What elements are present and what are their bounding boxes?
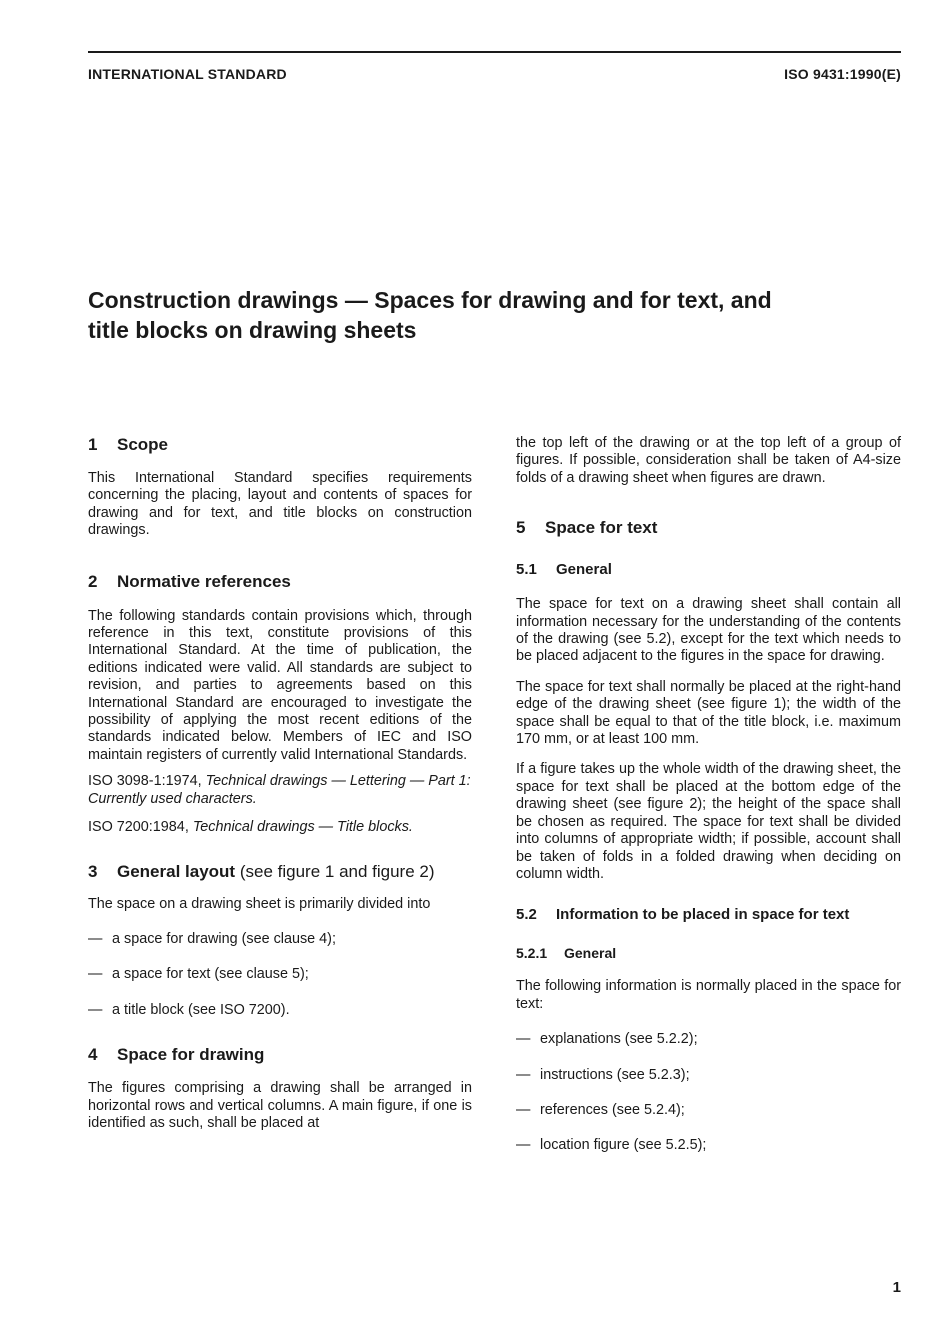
section-number: 5.2 xyxy=(516,906,537,924)
normative-paragraph: The following standards contain provisions which, through reference in this text, constitute provisions of this International Standard. At the time of publication, the editions indicated were valid. All standards are subject to revision, and parties to agreements based on this International Standard are encouraged to investigate the possibility of applying the most recent editions of the standards indicated below. Members of IEC and ISO maintain registers of currently valid International Standards. xyxy=(88,607,472,763)
title-line-1: Construction drawings — Spaces for drawing and for text, and xyxy=(88,287,772,313)
document-title xyxy=(88,285,888,345)
list-item: — references (see 5.2.4); xyxy=(516,1101,685,1118)
reference-title: Technical drawings — Title blocks. xyxy=(192,819,413,836)
section-number: 5.2.1 xyxy=(516,945,548,962)
reference-code: ISO 3098-1:1974, xyxy=(88,773,202,790)
text-space-paragraph-2: The space for text shall normally be placed at the right-hand edge of the drawing sheet (see figure 1); the width of the space shall be equal to that of the title block, i.e. maximum 170 mm, or at least 100 mm. xyxy=(516,678,901,748)
section-title: Normative references xyxy=(117,571,291,591)
scope-paragraph: This International Standard specifies requirements concerning the placing, layout and contents of spaces for drawing and for text, and title blocks on construction drawings. xyxy=(88,470,472,539)
section-5-heading xyxy=(516,517,901,539)
reference-code: ISO 7200:1984, xyxy=(88,819,189,836)
section-3-heading xyxy=(88,861,472,883)
section-1-heading xyxy=(88,434,472,456)
page-number: 1 xyxy=(892,1279,901,1296)
section-2-heading xyxy=(88,571,472,593)
subsection-5-2-heading xyxy=(516,905,901,925)
section-title: Information to be placed in space for text xyxy=(556,906,850,924)
list-item: — a space for drawing (see clause 4); xyxy=(88,930,336,947)
section-4-heading xyxy=(88,1044,472,1066)
section-title-suffix: (see figure 1 and figure 2) xyxy=(239,861,435,881)
section-title: Scope xyxy=(117,435,169,454)
reference-iso-3098 xyxy=(88,773,472,808)
header-rule xyxy=(88,51,901,53)
title-line-2: title blocks on drawing sheets xyxy=(88,317,417,343)
section-number: 5 xyxy=(516,518,526,538)
section-title: Space for drawing xyxy=(117,1045,265,1065)
section-number: 4 xyxy=(88,1045,98,1065)
list-item: — location figure (see 5.2.5); xyxy=(516,1137,707,1154)
section-number: 2 xyxy=(88,571,98,591)
section-number: 3 xyxy=(88,861,98,881)
list-item: — instructions (see 5.2.3); xyxy=(516,1066,690,1083)
section-number: 1 xyxy=(88,435,98,454)
section-title: Space for text xyxy=(545,518,658,538)
left-column xyxy=(88,434,472,1132)
text-space-paragraph-1: The space for text on a drawing sheet shall contain all information necessary for the understanding of the contents of the drawing (see 5.2), except for the text which needs to be placed adjacent to the figures in the space for drawing. xyxy=(516,596,901,665)
header-left: INTERNATIONAL STANDARD xyxy=(88,66,287,82)
section-title: General xyxy=(564,945,617,962)
list-item: — a space for text (see clause 5); xyxy=(88,966,309,983)
right-column xyxy=(516,435,901,1155)
drawing-space-paragraph-part-2: the top left of the drawing or at the top left of a group of figures. If possible, consideration shall be taken of A4-size folds of a drawing sheet when figures are drawn. xyxy=(516,435,901,486)
header-right: ISO 9431:1990(E) xyxy=(784,66,901,82)
section-title: General xyxy=(556,561,612,579)
text-space-paragraph-3: If a figure takes up the whole width of the drawing sheet, the space for text shall be placed at the bottom edge of the drawing sheet (see figure 2); the height of the space shall be chosen as required. The space for text shall be divided into columns of appropriate width; if possible, account shall be taken of folds in a folded drawing when deciding on column width. xyxy=(516,761,901,882)
subsection-5-1-heading xyxy=(516,560,901,580)
list-item: — a title block (see ISO 7200). xyxy=(88,1001,290,1018)
list-item: — explanations (see 5.2.2); xyxy=(516,1031,698,1048)
subsection-5-2-1-heading xyxy=(516,944,901,962)
drawing-space-paragraph-part-1: The figures comprising a drawing shall be arranged in horizontal rows and vertical columns. A main figure, if one is identified as such, shall be placed at xyxy=(88,1080,472,1131)
reference-title: Technical drawings — Lettering — Part 1: Currently used characters. xyxy=(88,773,471,807)
information-paragraph: The following information is normally placed in the space for text: xyxy=(516,978,901,1012)
reference-iso-7200 xyxy=(88,819,472,836)
layout-paragraph: The space on a drawing sheet is primarily divided into xyxy=(88,895,431,912)
section-title: General layout xyxy=(117,861,236,881)
section-number: 5.1 xyxy=(516,561,537,579)
